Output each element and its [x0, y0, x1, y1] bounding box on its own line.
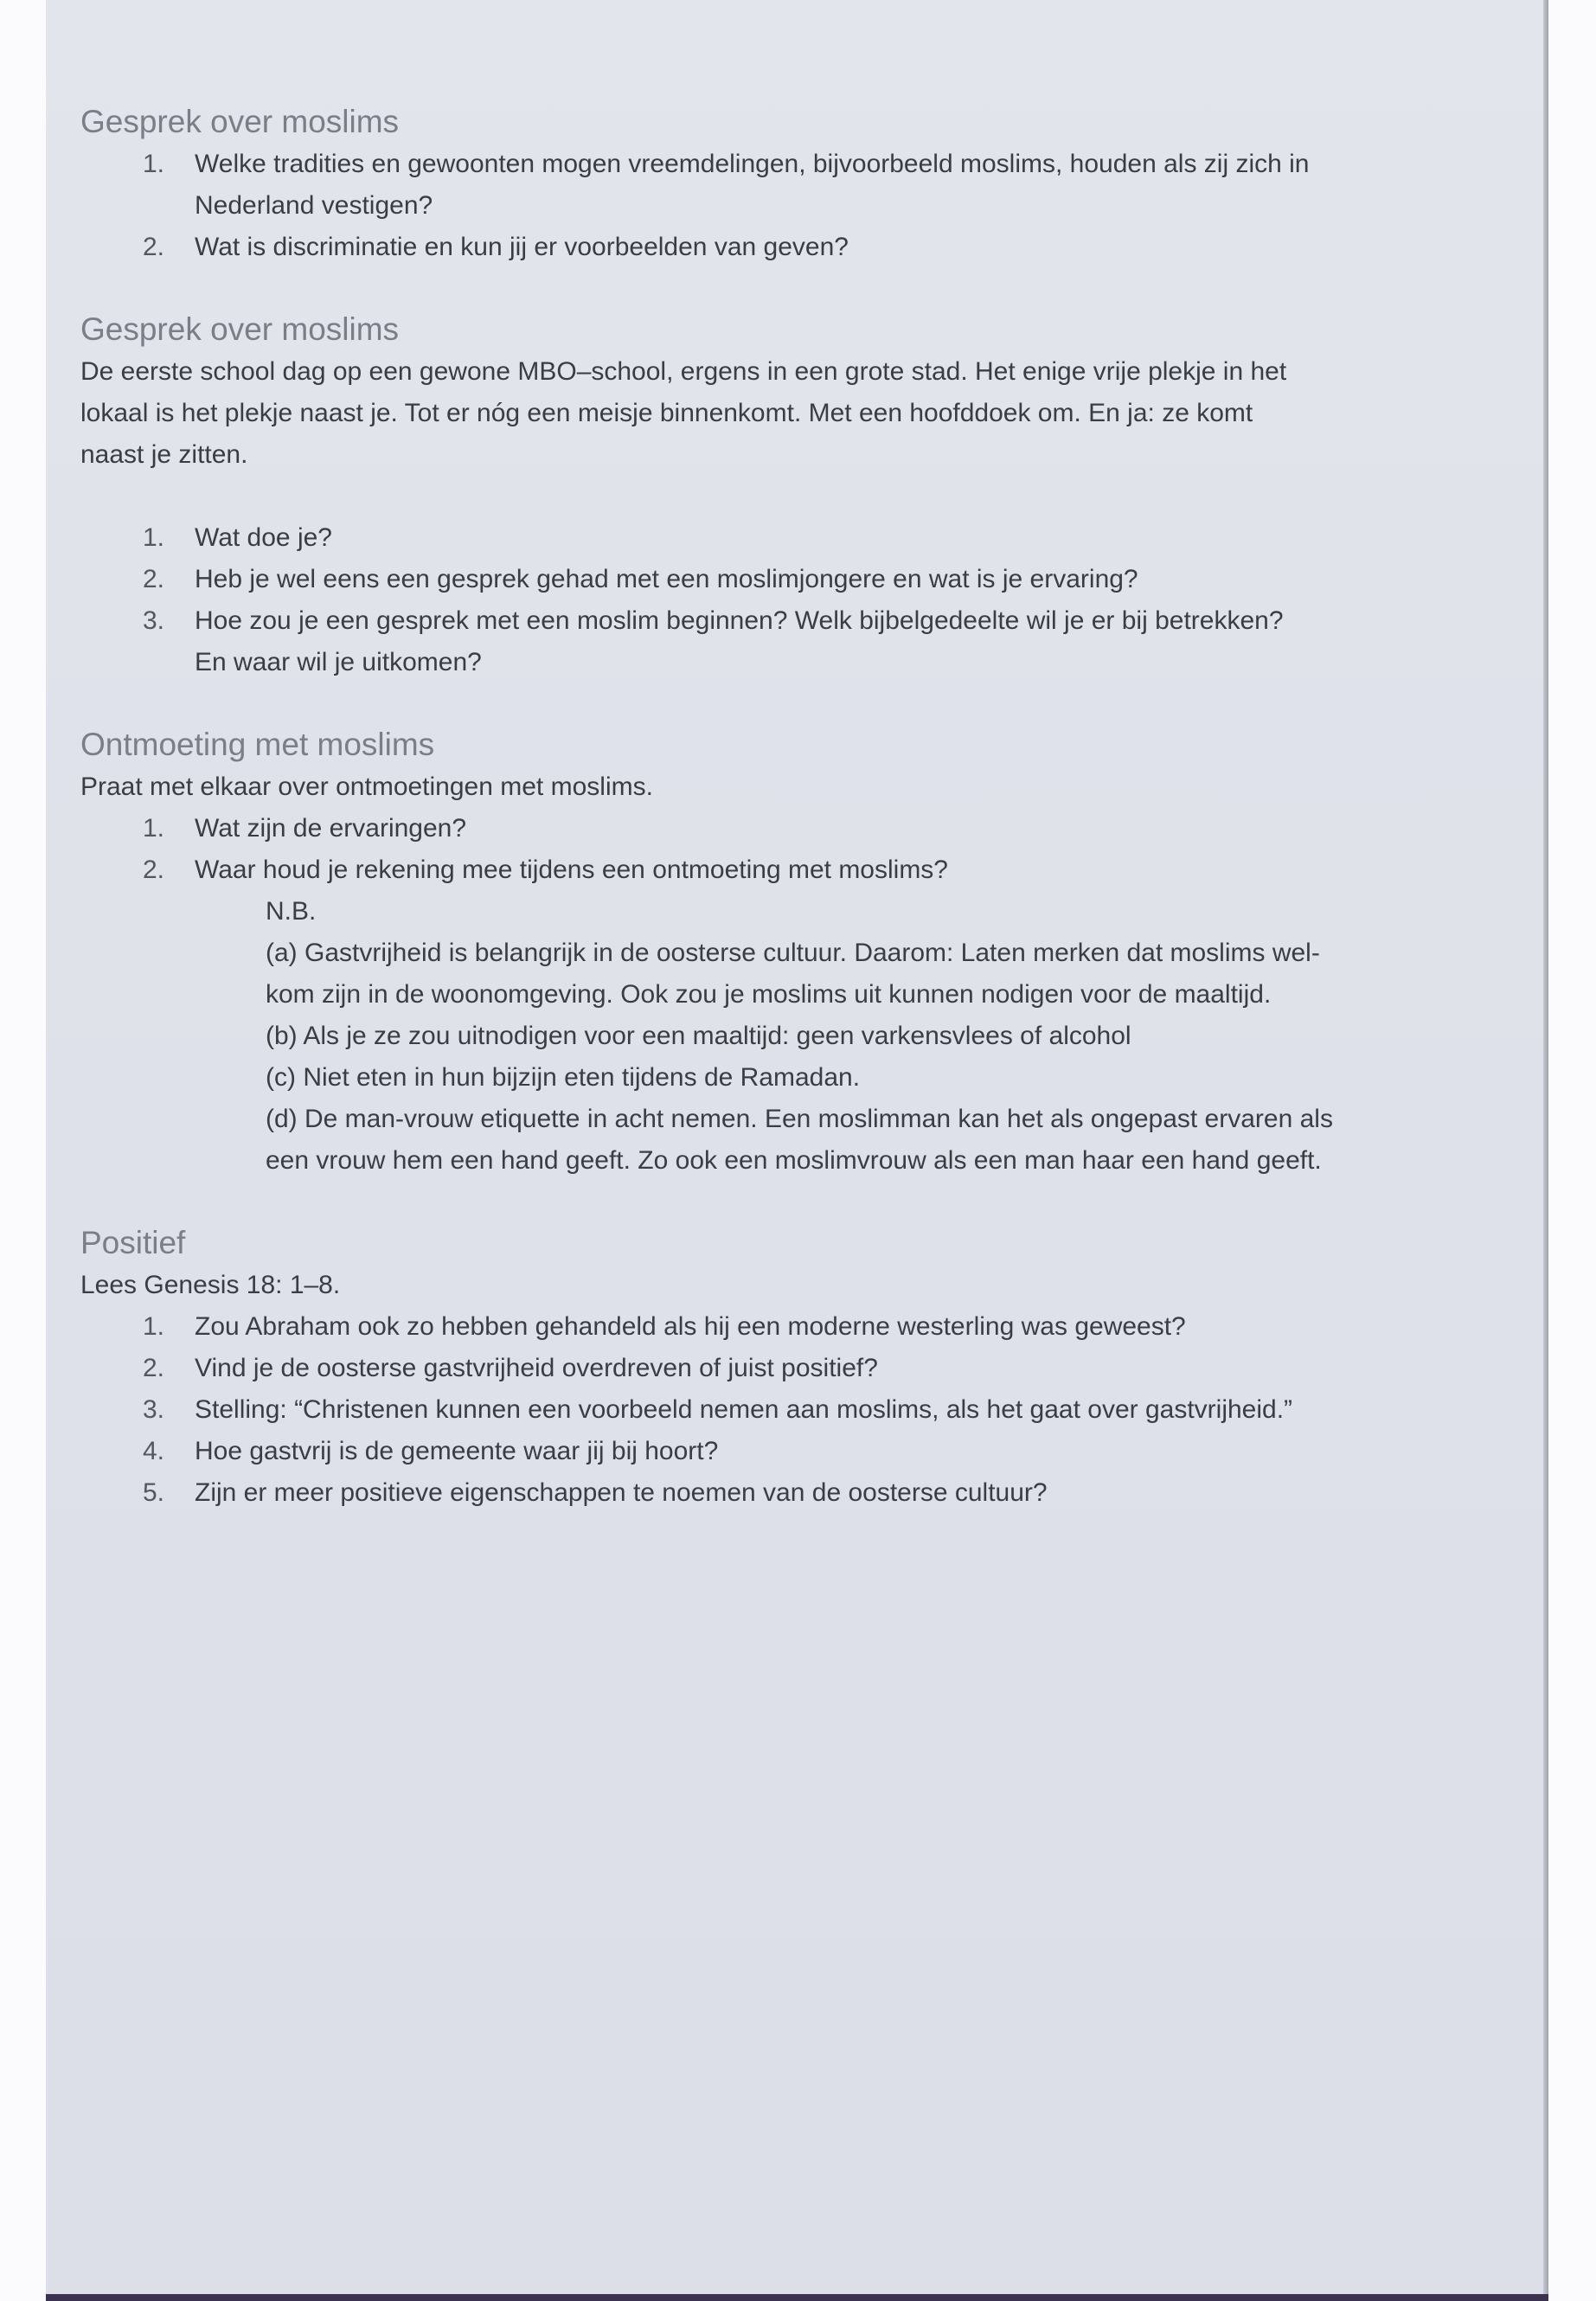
list-item: [80, 227, 1499, 268]
item-number: 2.: [143, 1354, 165, 1382]
list-item: [80, 849, 1499, 891]
item-text: Hoe zou je een gesprek met een moslim beginnen? Welk bijbelgedeelte wil je er bij betrekken?: [195, 606, 1284, 635]
note-point: [266, 1057, 1499, 1099]
item-text: Waar houd je rekening mee tijdens een ontmoeting met moslims?: [195, 856, 948, 884]
item-number: 5.: [143, 1478, 165, 1507]
intro-paragraph: [80, 766, 1499, 808]
note-line: (b) Als je ze zou uitnodigen voor een maaltijd: geen varkensvlees of alcohol: [266, 1022, 1131, 1050]
list-item: [80, 1306, 1499, 1348]
item-text: Nederland vestigen?: [195, 191, 433, 220]
question-list: [80, 144, 1499, 268]
list-item: [80, 1389, 1499, 1431]
item-number: 1.: [143, 150, 165, 178]
section-positief: [80, 1221, 1499, 1514]
item-text: Heb je wel eens een gesprek gehad met een moslimjongere en wat is je ervaring?: [195, 565, 1138, 593]
question-list: [80, 808, 1499, 891]
note-block: [80, 891, 1499, 1182]
intro-paragraph: [80, 351, 1499, 476]
note-point: [266, 1099, 1499, 1182]
item-text: Vind je de oosterse gastvrijheid overdreven of juist positief?: [195, 1354, 878, 1382]
page-content: [80, 100, 1499, 1554]
list-item: [80, 808, 1499, 849]
intro-paragraph: [80, 1265, 1499, 1306]
note-point: [266, 933, 1499, 1016]
item-text: Wat doe je?: [195, 523, 332, 552]
item-text: Zijn er meer positieve eigenschappen te noemen van de oosterse cultuur?: [195, 1478, 1048, 1507]
section-heading: Ontmoeting met moslims: [80, 727, 435, 762]
list-item: [80, 517, 1499, 559]
note-line: (a) Gastvrijheid is belangrijk in de oosterse cultuur. Daarom: Laten merken dat moslims wel-: [266, 939, 1320, 967]
list-item: [80, 1472, 1499, 1514]
item-number: 2.: [143, 565, 165, 593]
item-number: 1.: [143, 814, 165, 843]
note-label: N.B.: [266, 897, 317, 926]
note-line: (c) Niet eten in hun bijzijn eten tijdens de Ramadan.: [266, 1063, 861, 1092]
note-line: kom zijn in de woonomgeving. Ook zou je moslims uit kunnen nodigen voor de maaltijd.: [266, 980, 1272, 1009]
note-line: een vrouw hem een hand geeft. Zo ook een moslimvrouw als een man haar een hand geeft.: [266, 1146, 1322, 1175]
item-text: Welke tradities en gewoonten mogen vreemdelingen, bijvoorbeeld moslims, houden als zij zich in: [195, 150, 1310, 178]
note-point: [266, 1016, 1499, 1057]
item-text: Stelling: “Christenen kunnen een voorbeeld nemen aan moslims, als het gaat over gastvrijheid.”: [195, 1395, 1293, 1424]
section-heading: Gesprek over moslims: [80, 104, 400, 139]
item-number: 1.: [143, 523, 165, 552]
paragraph-line: Praat met elkaar over ontmoetingen met moslims.: [80, 772, 653, 801]
list-item: [80, 1348, 1499, 1389]
paragraph-line: De eerste school dag op een gewone MBO–school, ergens in een grote stad. Het enige vrije plekje in het: [80, 357, 1287, 386]
section-heading: Gesprek over moslims: [80, 311, 400, 347]
paragraph-line: naast je zitten.: [80, 440, 248, 469]
note-line: (d) De man-vrouw etiquette in acht nemen. Een moslimman kan het als ongepast ervaren als: [266, 1105, 1333, 1133]
list-item: [80, 559, 1499, 600]
item-text: Zou Abraham ook zo hebben gehandeld als hij een moderne westerling was geweest?: [195, 1312, 1186, 1341]
section-heading: Positief: [80, 1225, 186, 1260]
page-bottom-strip: [46, 2294, 1548, 2301]
item-number: 3.: [143, 1395, 165, 1424]
paragraph-line: lokaal is het plekje naast je. Tot er nóg een meisje binnenkomt. Met een hoofddoek om. En ja: ze komt: [80, 399, 1253, 427]
section-gesprek-1: [80, 100, 1499, 268]
item-text: Hoe gastvrij is de gemeente waar jij bij hoort?: [195, 1437, 719, 1465]
item-number: 4.: [143, 1437, 165, 1465]
item-number: 2.: [143, 233, 165, 261]
page-edge: [1543, 0, 1548, 2301]
list-item: [80, 600, 1499, 683]
item-text: En waar wil je uitkomen?: [195, 648, 482, 676]
item-number: 1.: [143, 1312, 165, 1341]
item-number: 2.: [143, 856, 165, 884]
list-item: [80, 1431, 1499, 1472]
item-text: Wat zijn de ervaringen?: [195, 814, 467, 843]
paragraph-line: Lees Genesis 18: 1–8.: [80, 1271, 341, 1299]
section-ontmoeting: [80, 723, 1499, 1182]
item-text: Wat is discriminatie en kun jij er voorbeelden van geven?: [195, 233, 849, 261]
item-number: 3.: [143, 606, 165, 635]
list-item: [80, 144, 1499, 227]
question-list: [80, 1306, 1499, 1514]
question-list: [80, 517, 1499, 683]
section-gesprek-2: [80, 308, 1499, 683]
